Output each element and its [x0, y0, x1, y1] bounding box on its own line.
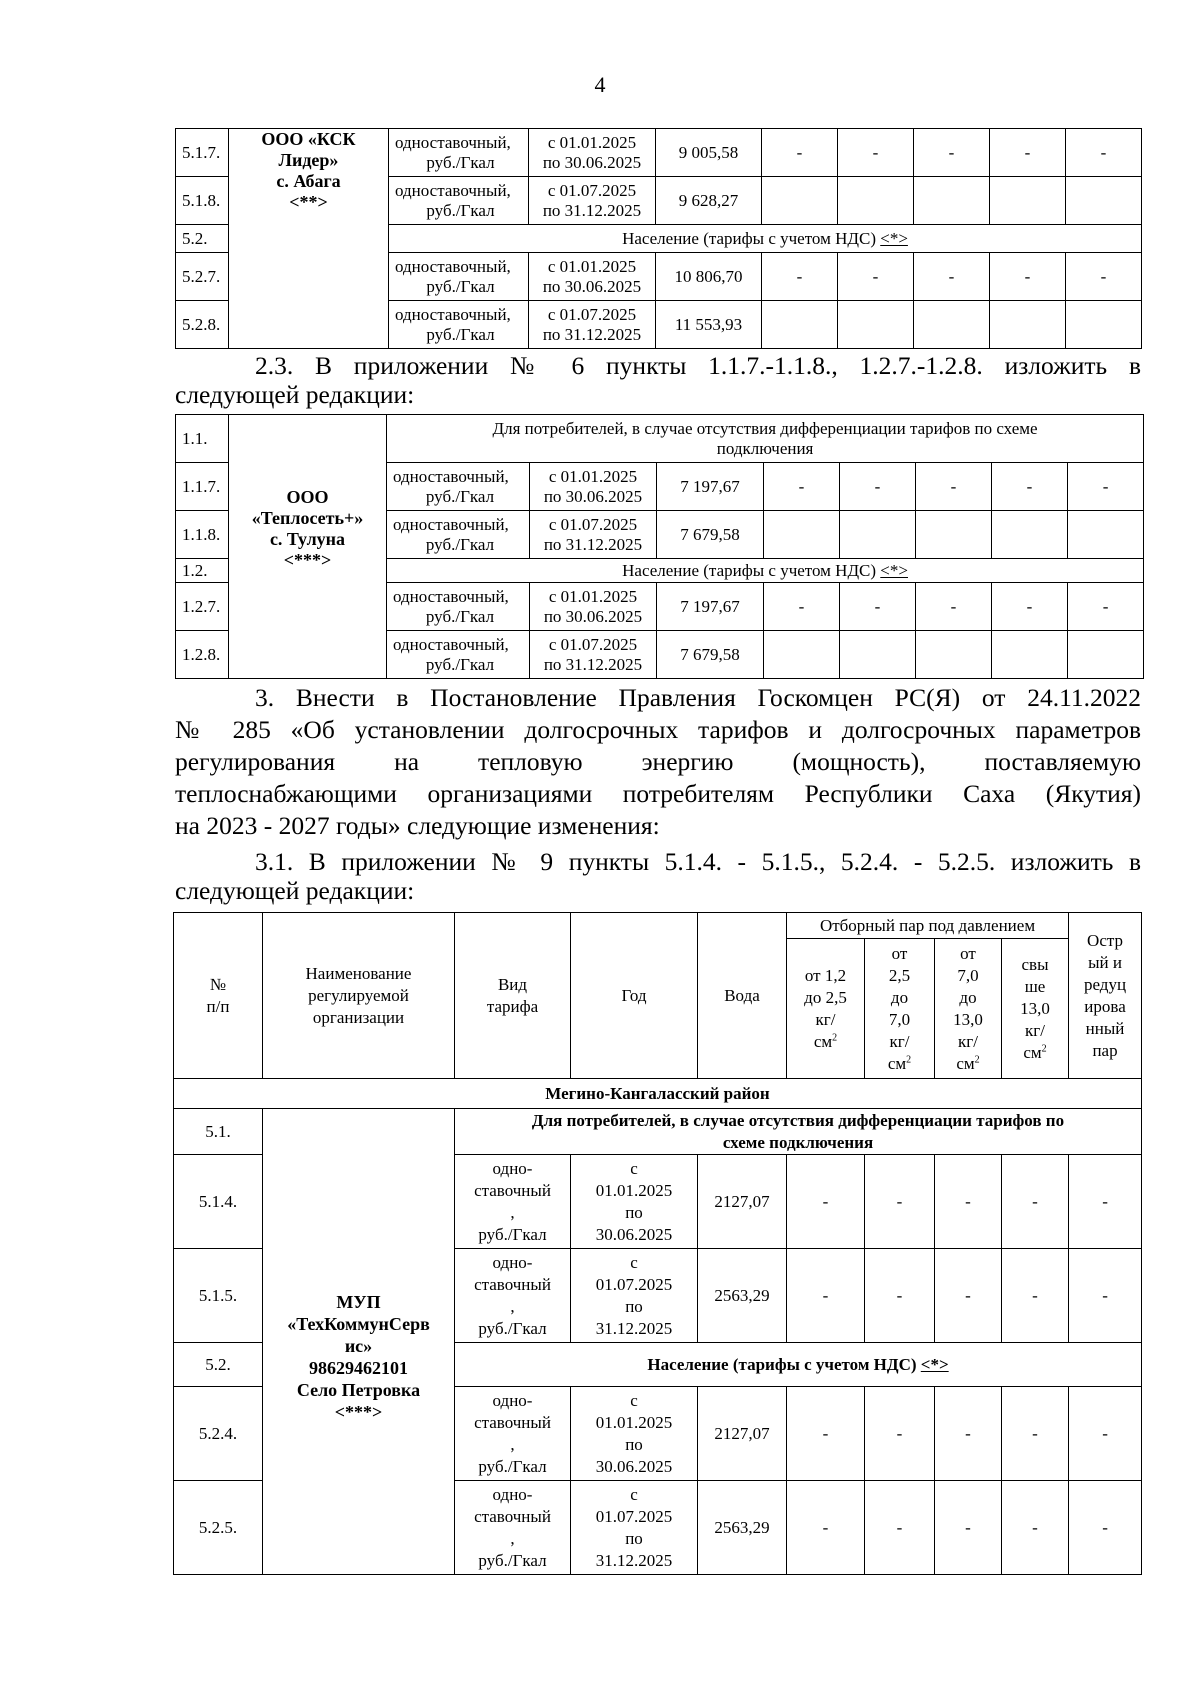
tariff-value: 2127,07	[698, 1155, 787, 1249]
section-title: Для потребителей, в случае отсутствия дифференциации тарифов по схеме подключения	[455, 1109, 1142, 1155]
section-title: Население (тарифы с учетом НДС) <*>	[389, 225, 1142, 253]
row-number: 5.2.8.	[176, 301, 229, 349]
page-number: 4	[594, 72, 606, 97]
dash-cell: -	[840, 463, 916, 511]
dash-cell: -	[1002, 1155, 1069, 1249]
tariff-value: 10 806,70	[656, 253, 762, 301]
dash-cell: -	[865, 1249, 935, 1343]
organization-cell: ООО «Теплосеть+» с. Тулуна <***>	[229, 415, 387, 679]
empty-cell	[764, 631, 840, 679]
header-pressure-3: от 7,0 до 13,0 кг/ $см^2$	[935, 939, 1002, 1079]
empty-cell	[916, 631, 992, 679]
tariff-value: 7 679,58	[657, 511, 764, 559]
period: с 01.01.2025 по 30.06.2025	[529, 253, 656, 301]
tariff-value: 2563,29	[698, 1481, 787, 1575]
dash-cell: -	[935, 1249, 1002, 1343]
empty-cell	[1066, 301, 1142, 349]
empty-cell	[840, 511, 916, 559]
dash-cell: -	[1069, 1249, 1142, 1343]
tariff-type: одноставочный, руб./Гкал	[389, 253, 529, 301]
header-pressure-2: от 2,5 до 7,0 кг/ $см^2$	[865, 939, 935, 1079]
empty-cell	[990, 177, 1066, 225]
dash-cell: -	[787, 1155, 865, 1249]
row-number: 1.2.7.	[176, 583, 229, 631]
dash-cell: -	[865, 1155, 935, 1249]
dash-cell: -	[787, 1249, 865, 1343]
tariff-value: 11 553,93	[656, 301, 762, 349]
tariff-table-mup-tekhkommunservis	[173, 912, 1142, 1575]
tariff-type: одноставочный, руб./Гкал	[389, 129, 529, 177]
dash-cell: -	[914, 129, 990, 177]
dash-cell: -	[865, 1387, 935, 1481]
dash-cell: -	[762, 253, 838, 301]
tariff-value: 9 005,58	[656, 129, 762, 177]
header-pressure-4: свы ше 13,0 кг/ $см^2$	[1002, 939, 1069, 1079]
dash-cell: -	[935, 1155, 1002, 1249]
empty-cell	[762, 177, 838, 225]
empty-cell	[762, 301, 838, 349]
dash-cell: -	[1002, 1481, 1069, 1575]
dash-cell: -	[914, 253, 990, 301]
empty-cell	[1068, 511, 1144, 559]
row-number: 1.1.7.	[176, 463, 229, 511]
tariff-type: одноставочный, руб./Гкал	[387, 583, 530, 631]
period: с 01.07.2025 по 31.12.2025	[571, 1249, 698, 1343]
row-number: 5.1.8.	[176, 177, 229, 225]
tariff-type: одно- ставочный , руб./Гкал	[455, 1481, 571, 1575]
period: с 01.01.2025 по 30.06.2025	[571, 1387, 698, 1481]
section-number: 5.1.	[174, 1109, 263, 1155]
dash-cell: -	[762, 129, 838, 177]
section-number: 1.1.	[176, 415, 229, 463]
period: с 01.07.2025 по 31.12.2025	[529, 301, 656, 349]
dash-cell: -	[764, 583, 840, 631]
dash-cell: -	[1068, 583, 1144, 631]
tariff-value: 9 628,27	[656, 177, 762, 225]
section-title: Для потребителей, в случае отсутствия дифференциации тарифов по схеме подключения	[387, 415, 1144, 463]
header-number: № п/п	[174, 913, 263, 1079]
dash-cell: -	[1069, 1387, 1142, 1481]
tariff-value: 2127,07	[698, 1387, 787, 1481]
section-number: 5.2.	[176, 225, 229, 253]
period: с 01.07.2025 по 31.12.2025	[530, 511, 657, 559]
period: с 01.07.2025 по 31.12.2025	[530, 631, 657, 679]
row-number: 1.1.8.	[176, 511, 229, 559]
dash-cell: -	[1002, 1249, 1069, 1343]
tariff-type: одноставочный, руб./Гкал	[387, 463, 530, 511]
period: с 01.01.2025 по 30.06.2025	[529, 129, 656, 177]
row-number: 5.1.7.	[176, 129, 229, 177]
dash-cell: -	[935, 1481, 1002, 1575]
tariff-type: одноставочный, руб./Гкал	[389, 301, 529, 349]
empty-cell	[992, 631, 1068, 679]
dash-cell: -	[992, 583, 1068, 631]
empty-cell	[992, 511, 1068, 559]
row-number: 5.1.5.	[174, 1249, 263, 1343]
tariff-table-teploset	[175, 414, 1144, 679]
dash-cell: -	[1068, 463, 1144, 511]
header-year: Год	[571, 913, 698, 1079]
organization-cell: ООО «КСК Лидер» с. Абага <**>	[229, 129, 389, 349]
section-title: Население (тарифы с учетом НДС) <*>	[455, 1343, 1142, 1387]
row-number: 5.2.7.	[176, 253, 229, 301]
period: с 01.07.2025 по 31.12.2025	[529, 177, 656, 225]
tariff-type: одноставочный, руб./Гкал	[387, 511, 530, 559]
period: с 01.01.2025 по 30.06.2025	[571, 1155, 698, 1249]
organization-cell: МУП «ТехКоммунСерв ис» 98629462101 Село Петровка <***>	[263, 1109, 455, 1575]
header-tariff-type: Вид тарифа	[455, 913, 571, 1079]
row-number: 5.1.4.	[174, 1155, 263, 1249]
section-title: Население (тарифы с учетом НДС) <*>	[387, 559, 1144, 583]
period: с 01.07.2025 по 31.12.2025	[571, 1481, 698, 1575]
row-number: 5.2.4.	[174, 1387, 263, 1481]
tariff-value: 2563,29	[698, 1249, 787, 1343]
empty-cell	[1066, 177, 1142, 225]
empty-cell	[914, 301, 990, 349]
paragraph-2-3: 2.3. В приложении № 6 пункты 1.1.7.-1.1.8., 1.2.7.-1.2.8. изложить в следующей редакции:	[175, 351, 1141, 409]
tariff-value: 7 197,67	[657, 463, 764, 511]
empty-cell	[1068, 631, 1144, 679]
dash-cell: -	[990, 129, 1066, 177]
header-organization: Наименование регулируемой организации	[263, 913, 455, 1079]
header-pressure-1: от 1,2 до 2,5 кг/ $см^2$	[787, 939, 865, 1079]
dash-cell: -	[838, 253, 914, 301]
tariff-type: одно- ставочный , руб./Гкал	[455, 1387, 571, 1481]
dash-cell: -	[840, 583, 916, 631]
dash-cell: -	[916, 583, 992, 631]
dash-cell: -	[992, 463, 1068, 511]
paragraph-3-1: 3.1. В приложении № 9 пункты 5.1.4. - 5.1.5., 5.2.4. - 5.2.5. изложить в следующей редакции:	[175, 847, 1141, 905]
row-number: 1.2.8.	[176, 631, 229, 679]
empty-cell	[840, 631, 916, 679]
empty-cell	[990, 301, 1066, 349]
empty-cell	[914, 177, 990, 225]
row-number: 5.2.5.	[174, 1481, 263, 1575]
empty-cell	[916, 511, 992, 559]
tariff-type: одноставочный, руб./Гкал	[389, 177, 529, 225]
tariff-type: одно- ставочный , руб./Гкал	[455, 1249, 571, 1343]
empty-cell	[838, 177, 914, 225]
empty-cell	[764, 511, 840, 559]
header-steam-group: Отборный пар под давлением	[787, 913, 1069, 939]
dash-cell: -	[1069, 1155, 1142, 1249]
district-title: Мегино-Кангаласский район	[174, 1079, 1142, 1109]
dash-cell: -	[916, 463, 992, 511]
tariff-value: 7 197,67	[657, 583, 764, 631]
empty-cell	[838, 301, 914, 349]
header-sharp-steam: Остр ый и редуц ирова нный пар	[1069, 913, 1142, 1079]
tariff-type: одноставочный, руб./Гкал	[387, 631, 530, 679]
dash-cell: -	[1066, 253, 1142, 301]
header-water: Вода	[698, 913, 787, 1079]
dash-cell: -	[787, 1387, 865, 1481]
dash-cell: -	[764, 463, 840, 511]
dash-cell: -	[1002, 1387, 1069, 1481]
dash-cell: -	[1069, 1481, 1142, 1575]
paragraph-3: 3. Внести в Постановление Правления Госкомцен РС(Я) от 24.11.2022 № 285 «Об установлении долгосрочных тарифов и долгосрочных параметров регулирования на тепловую энергию (мощность), поставляемую теплоснабжающими организациями потребителям Республики Саха (Якутия) на 2023 - 2027 годы» следующие изменения:	[175, 683, 1141, 840]
tariff-table-ksk-lider	[175, 128, 1142, 349]
dash-cell: -	[838, 129, 914, 177]
dash-cell: -	[865, 1481, 935, 1575]
dash-cell: -	[990, 253, 1066, 301]
section-number: 5.2.	[174, 1343, 263, 1387]
tariff-type: одно- ставочный , руб./Гкал	[455, 1155, 571, 1249]
section-number: 1.2.	[176, 559, 229, 583]
dash-cell: -	[1066, 129, 1142, 177]
period: с 01.01.2025 по 30.06.2025	[530, 463, 657, 511]
period: с 01.01.2025 по 30.06.2025	[530, 583, 657, 631]
dash-cell: -	[935, 1387, 1002, 1481]
tariff-value: 7 679,58	[657, 631, 764, 679]
dash-cell: -	[787, 1481, 865, 1575]
